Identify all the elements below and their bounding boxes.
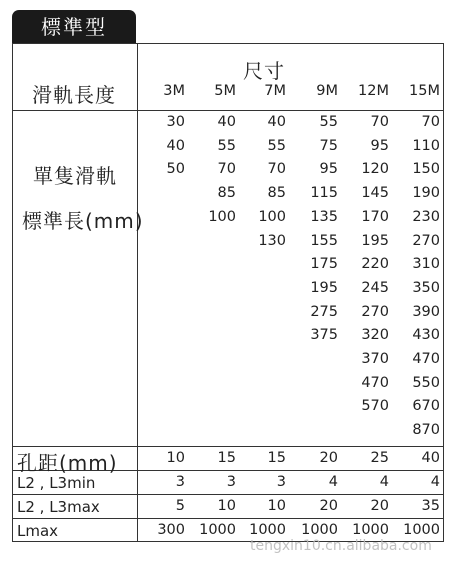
row-value-cell: 4 (430, 474, 440, 490)
standard-length-cell: 670 (412, 398, 440, 415)
standard-length-cell: 245 (361, 279, 389, 296)
row-value-cell: 10 (166, 450, 185, 466)
row-label: Lmax (17, 522, 59, 540)
standard-length-cell: 155 (310, 232, 338, 249)
standard-length-cell: 115 (310, 185, 338, 202)
standard-length-cell: 430 (412, 327, 440, 344)
row-value-cell: 20 (319, 450, 338, 466)
standard-length-cell: 470 (412, 351, 440, 367)
standard-length-cell: 70 (370, 114, 389, 130)
standard-length-cell: 95 (319, 161, 338, 178)
standard-length-cell: 40 (166, 137, 185, 154)
standard-length-cell: 220 (361, 256, 389, 273)
row-value-cell: 4 (379, 474, 389, 490)
row-value-cell: 1000 (352, 522, 389, 538)
row-value-cell: 3 (175, 474, 185, 490)
standard-length-cell: 270 (361, 303, 389, 320)
standard-length-cell: 40 (217, 114, 236, 130)
row-value-cell: 1000 (301, 522, 338, 538)
standard-length-cell: 135 (310, 208, 338, 225)
standard-length-cell: 145 (361, 185, 389, 202)
standard-length-cell: 120 (361, 161, 389, 178)
standard-length-cell: 130 (258, 232, 286, 249)
row-value-cell: 15 (267, 450, 286, 466)
standard-length-cell: 870 (412, 422, 440, 439)
row-divider (12, 494, 444, 495)
row-value-cell: 20 (370, 498, 389, 514)
standard-length-cell: 270 (412, 232, 440, 249)
row-label: 孔距(mm) (17, 451, 118, 475)
standard-length-cell: 95 (370, 137, 389, 154)
row-value-cell: 10 (267, 498, 286, 514)
standard-length-cell: 70 (217, 161, 236, 178)
main-label-line1: 單隻滑軌 (33, 164, 117, 188)
standard-length-cell: 175 (310, 256, 338, 273)
standard-length-cell: 230 (412, 208, 440, 225)
row-value-cell: 40 (421, 450, 440, 466)
standard-length-cell: 40 (267, 114, 286, 130)
row-value-cell: 10 (217, 498, 236, 514)
standard-length-cell: 70 (421, 114, 440, 130)
row-value-cell: 300 (157, 522, 185, 538)
standard-length-cell: 85 (217, 185, 236, 202)
standard-length-cell: 75 (319, 137, 338, 154)
row-label-length: 滑軌長度 (32, 83, 116, 107)
standard-length-cell: 370 (361, 351, 389, 367)
standard-length-cell: 350 (412, 279, 440, 296)
size-header: 5M (214, 83, 236, 99)
standard-length-cell: 390 (412, 303, 440, 320)
standard-length-cell: 310 (412, 256, 440, 273)
watermark: tengxin10.cn.alibaba.com (250, 538, 432, 554)
row-value-cell: 3 (226, 474, 236, 490)
standard-length-cell: 110 (412, 137, 440, 154)
size-header: 7M (264, 83, 286, 99)
row-value-cell: 1000 (249, 522, 286, 538)
standard-length-cell: 100 (258, 208, 286, 225)
row-value-cell: 4 (328, 474, 338, 490)
size-header: 15M (409, 83, 440, 99)
standard-length-cell: 55 (319, 114, 338, 130)
standard-length-cell: 150 (412, 161, 440, 178)
row-value-cell: 1000 (199, 522, 236, 538)
standard-length-cell: 70 (267, 161, 286, 178)
standard-length-cell: 195 (361, 232, 389, 249)
row-value-cell: 25 (370, 450, 389, 466)
row-value-cell: 35 (421, 498, 440, 514)
row-label: L2 , L3min (17, 474, 96, 492)
standard-length-cell: 85 (267, 185, 286, 202)
standard-length-cell: 550 (412, 374, 440, 391)
row-value-cell: 3 (276, 474, 286, 490)
standard-length-cell: 375 (310, 327, 338, 344)
size-label: 尺寸 (243, 59, 285, 83)
standard-length-cell: 100 (208, 208, 236, 225)
standard-length-cell: 170 (361, 208, 389, 225)
standard-length-cell: 30 (166, 114, 185, 130)
standard-length-cell: 195 (310, 279, 338, 296)
size-header: 12M (358, 83, 389, 99)
standard-length-cell: 50 (166, 161, 185, 178)
size-header: 9M (316, 83, 338, 99)
main-label-line2: 標準長(mm) (22, 209, 144, 233)
title-tab: 標準型 (12, 10, 136, 44)
row-value-cell: 5 (175, 498, 185, 514)
standard-length-cell: 55 (267, 137, 286, 154)
standard-length-cell: 470 (361, 374, 389, 391)
label-column-divider (137, 43, 138, 542)
standard-length-cell: 320 (361, 327, 389, 344)
row-value-cell: 1000 (403, 522, 440, 538)
standard-length-cell: 190 (412, 185, 440, 202)
header-divider (12, 110, 444, 111)
row-value-cell: 15 (217, 450, 236, 466)
standard-length-cell: 55 (217, 137, 236, 154)
standard-length-cell: 275 (310, 303, 338, 320)
size-header: 3M (163, 83, 185, 99)
row-divider (12, 518, 444, 519)
row-value-cell: 20 (319, 498, 338, 514)
standard-length-cell: 570 (361, 398, 389, 415)
row-label: L2 , L3max (17, 498, 100, 516)
